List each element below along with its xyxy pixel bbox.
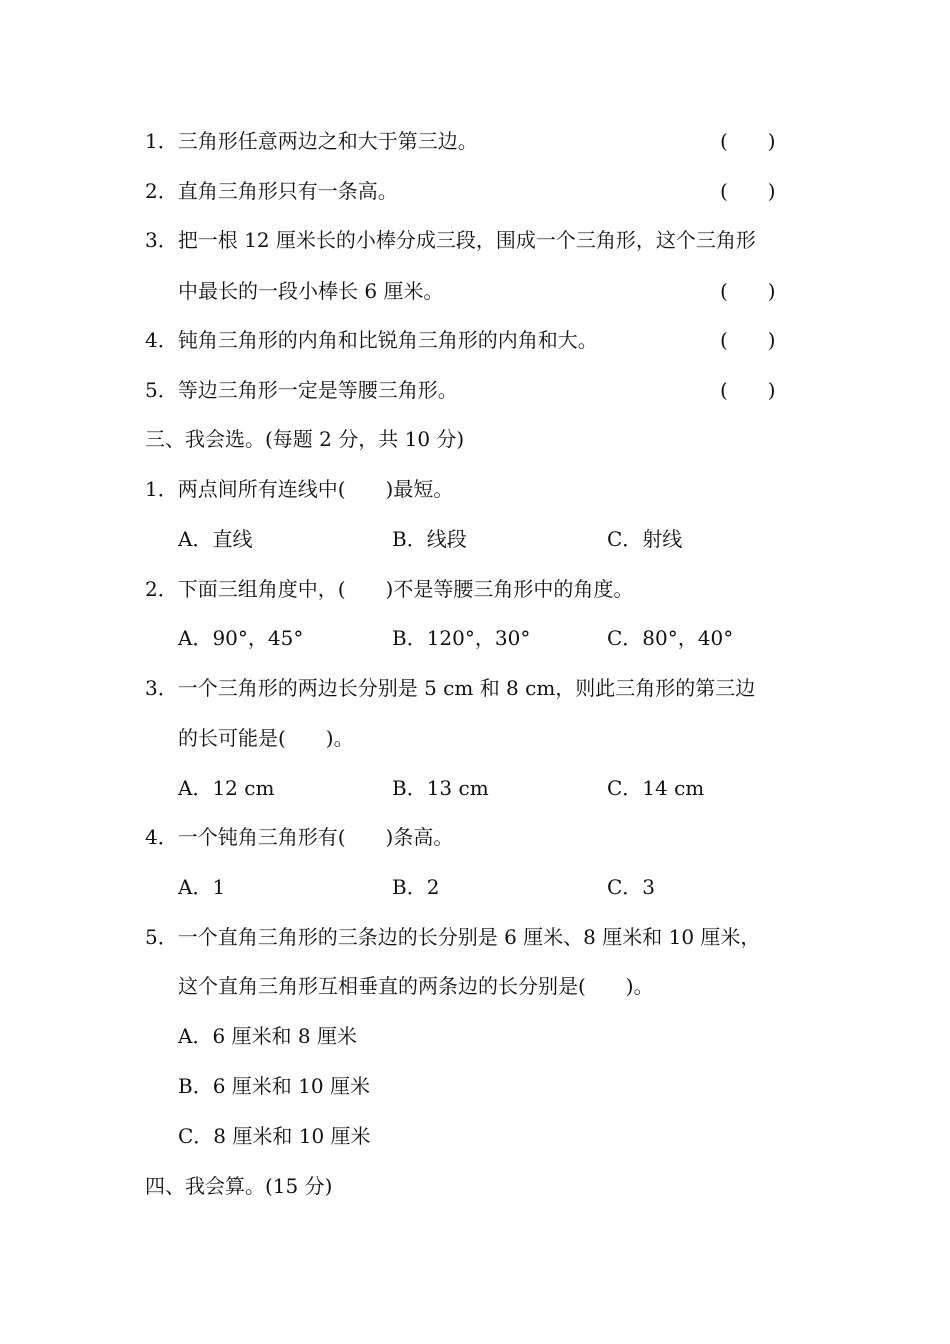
item-number: 1． xyxy=(145,129,178,153)
choice-question-2 xyxy=(145,574,633,604)
item-number: 2． xyxy=(145,577,178,601)
item-text: 一个三角形的两边长分别是 5 cm 和 8 cm，则此三角形的第三边 xyxy=(177,676,756,700)
item-text: 一个直角三角形的三条边的长分别是 6 厘米、8 厘米和 10 厘米， xyxy=(177,925,761,949)
choice-question-5 xyxy=(145,922,760,952)
item-number: 3． xyxy=(145,228,178,252)
choice-question-3 xyxy=(145,673,755,703)
judge-item-1 xyxy=(145,126,478,156)
item-text: 把一根 12 厘米长的小棒分成三段，围成一个三角形，这个三角形 xyxy=(177,228,756,252)
choice-question-3-cont: 的长可能是( )。 xyxy=(178,726,354,750)
item-number: 4． xyxy=(145,825,178,849)
item-number: 3． xyxy=(145,676,178,700)
choice-question-1 xyxy=(145,474,453,504)
choice-question-4 xyxy=(145,822,453,852)
item-text: 钝角三角形的内角和比锐角三角形的内角和大。 xyxy=(177,328,598,352)
option-b[interactable]: B．120°，30° xyxy=(392,626,531,650)
answer-blank[interactable]: ( ) xyxy=(720,279,776,303)
option-c[interactable]: C．射线 xyxy=(607,527,683,551)
option-a[interactable]: A．12 cm xyxy=(178,776,275,800)
judge-item-4 xyxy=(145,325,598,355)
item-number: 4． xyxy=(145,328,178,352)
section-heading-choose: 三、我会选。(每题 2 分，共 10 分) xyxy=(145,427,465,451)
option-b[interactable]: B．13 cm xyxy=(392,776,489,800)
option-c[interactable]: C．8 厘米和 10 厘米 xyxy=(178,1124,371,1148)
item-text: 两点间所有连线中( )最短。 xyxy=(177,477,454,501)
judge-item-5 xyxy=(145,375,458,405)
judge-item-3 xyxy=(145,225,756,255)
choice-question-5-cont: 这个直角三角形互相垂直的两条边的长分别是( )。 xyxy=(178,974,654,998)
answer-blank[interactable]: ( ) xyxy=(720,129,776,153)
option-c[interactable]: C．14 cm xyxy=(607,776,705,800)
answer-blank[interactable]: ( ) xyxy=(720,179,776,203)
option-c[interactable]: C．3 xyxy=(607,875,656,899)
option-a[interactable]: A．90°，45° xyxy=(178,626,304,650)
option-c[interactable]: C．80°，40° xyxy=(607,626,734,650)
item-number: 5． xyxy=(145,925,178,949)
item-text: 等边三角形一定是等腰三角形。 xyxy=(177,378,458,402)
section-heading-calculate: 四、我会算。(15 分) xyxy=(145,1174,333,1198)
option-a[interactable]: A．1 xyxy=(178,875,226,899)
item-text: 直角三角形只有一条高。 xyxy=(177,179,398,203)
option-a[interactable]: A．直线 xyxy=(178,527,253,551)
judge-item-3-cont: 中最长的一段小棒长 6 厘米。 xyxy=(178,279,444,303)
answer-blank[interactable]: ( ) xyxy=(720,328,776,352)
item-text: 三角形任意两边之和大于第三边。 xyxy=(177,129,478,153)
judge-item-2 xyxy=(145,176,398,206)
item-text: 下面三组角度中，( )不是等腰三角形中的角度。 xyxy=(177,577,634,601)
option-a[interactable]: A．6 厘米和 8 厘米 xyxy=(178,1024,357,1048)
option-b[interactable]: B．线段 xyxy=(392,527,467,551)
option-b[interactable]: B．6 厘米和 10 厘米 xyxy=(178,1074,370,1098)
item-number: 2． xyxy=(145,179,178,203)
item-number: 1． xyxy=(145,477,178,501)
item-number: 5． xyxy=(145,378,178,402)
option-b[interactable]: B．2 xyxy=(392,875,440,899)
answer-blank[interactable]: ( ) xyxy=(720,378,776,402)
item-text: 一个钝角三角形有( )条高。 xyxy=(177,825,454,849)
